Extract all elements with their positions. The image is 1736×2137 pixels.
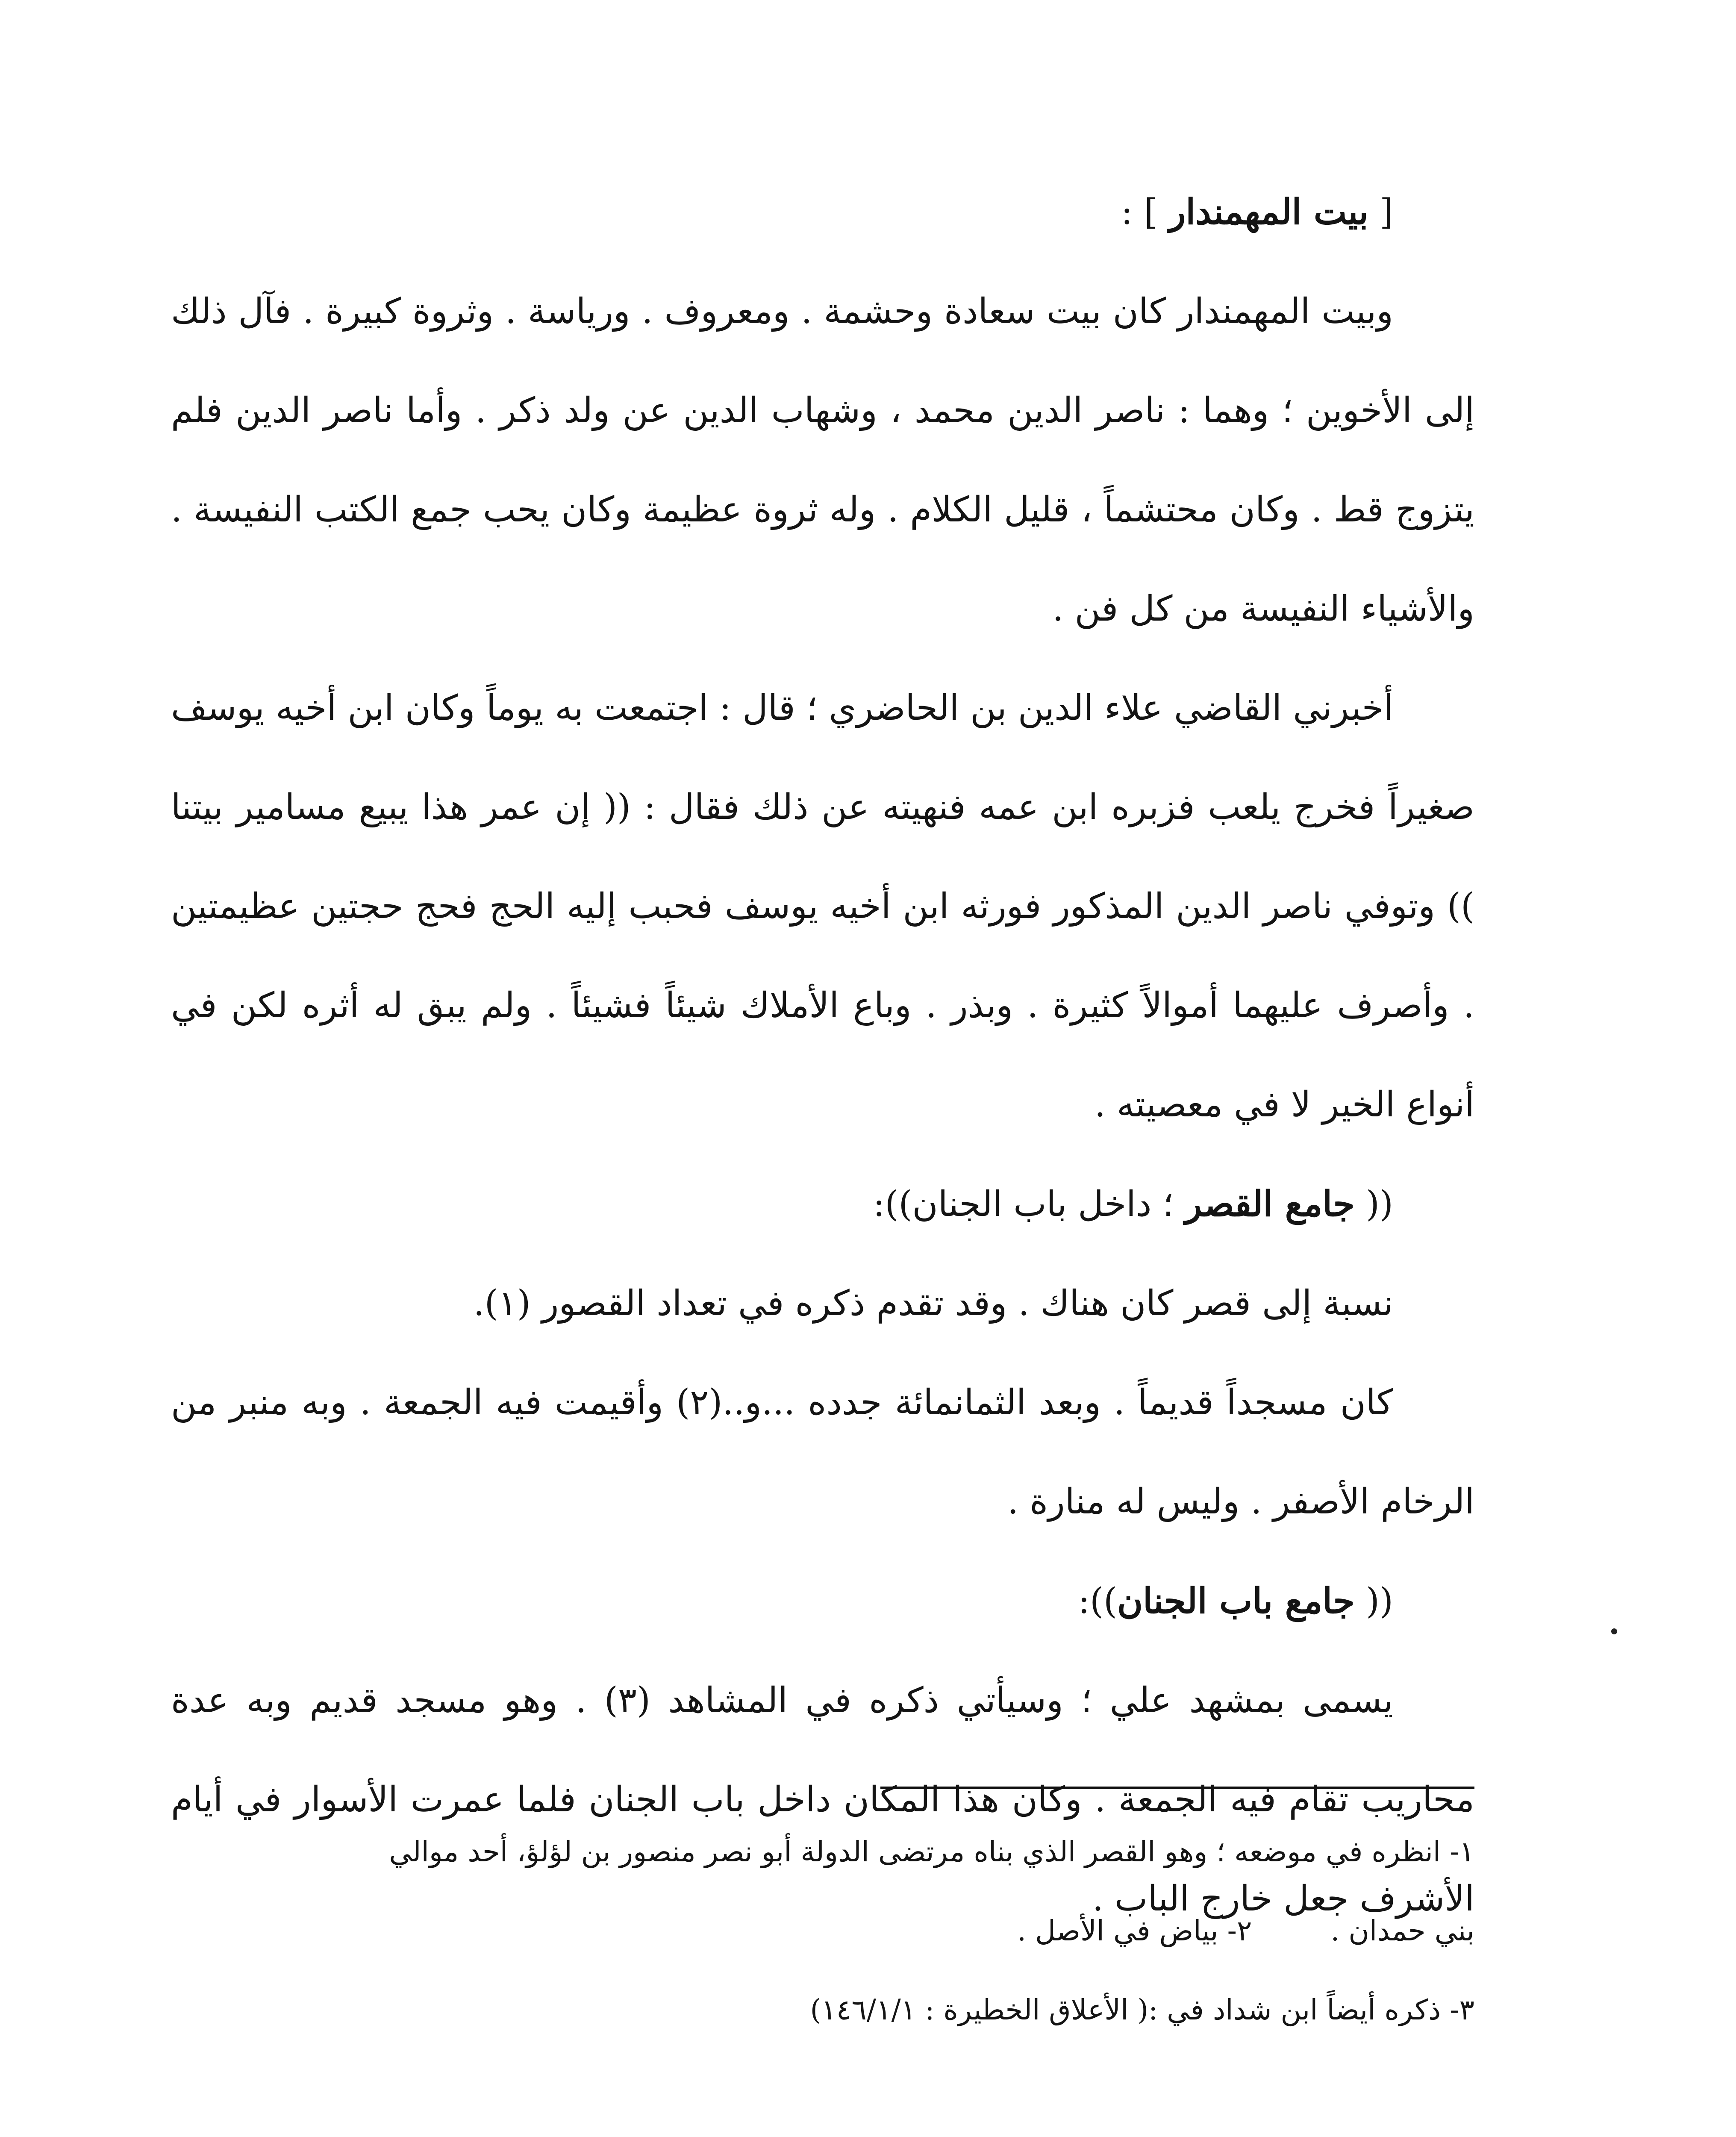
paragraph: أخبرني القاضي علاء الدين بن الحاضري ؛ قال : اجتمعت به يوماً وكان ابن أخيه يوسف صغيراً فخرج يلعب فزبره ابن عمه فنهيته عن ذلك فقال : (( إن عمر هذا يبيع مسامير بيتنا )) وتوفي ناصر الدين المذكور فورثه ابن أخيه يوسف فحبب إليه الحج فحج حجتين عظيمتين . وأصرف عليهما أموالاً كثيرة . وبذر . وباع الأملاك شيئاً فشيئاً . ولم يبق له أثره لكن في أنواع الخير لا في معصيته . [171, 688, 1474, 1125]
paragraph: نسبة إلى قصر كان هناك . وقد تقدم ذكره في تعداد القصور (١). [473, 1283, 1393, 1324]
heading-text: بيت المهمندار [1168, 191, 1368, 233]
section-heading-jami-bab-al-jinan: (( جامع باب الجنان)): [1078, 1581, 1393, 1622]
heading-text: جامع القصر [1185, 1183, 1355, 1225]
footnote-1: ١- انظره في موضعه ؛ وهو القصر الذي بناه مرتضى الدولة أبو نصر منصور بن لؤلؤ، أحد موالي [389, 1835, 1474, 1868]
footnote-divider [880, 1787, 1474, 1789]
main-text [171, 162, 1474, 1949]
section-heading-bayt-al-mihmandar: [ بيت المهمندار ] : [1121, 191, 1393, 233]
paragraph: يسمى بمشهد علي ؛ وسيأتي ذكره في المشاهد (٣) . وهو مسجد قديم وبه عدة محاريب تقام فيه الجمعة . وكان هذا المكان داخل باب الجنان فلما عمرت الأسوار في أيام الأشرف جعل خارج الباب . [171, 1680, 1474, 1919]
paragraph: وبيت المهمندار كان بيت سعادة وحشمة . ومعروف . ورياسة . وثروة كبيرة . فآل ذلك إلى الأخوين ؛ وهما : ناصر الدين محمد ، وشهاب الدين عن ولد ذكر . وأما ناصر الدين فلم يتزوج قط . وكان محتشماً ، قليل الكلام . وله ثروة عظيمة وكان يحب جمع الكتب النفيسة . والأشياء النفيسة من كل فن . [171, 291, 1474, 629]
footnote-row [171, 1891, 1474, 1970]
footnote-1-end: بني حمدان . [1330, 1914, 1474, 1947]
heading-text: جامع باب الجنان [1117, 1581, 1355, 1622]
section-heading-jami-al-qasr: (( جامع القصر ؛ داخل باب الجنان)): [873, 1183, 1393, 1225]
footnotes [171, 1812, 1474, 2049]
margin-dot [1611, 1628, 1617, 1634]
paragraph: كان مسجداً قديماً . وبعد الثمانمائة جدده ...و..(٢) وأقيمت فيه الجمعة . وبه منبر من الرخام الأصفر . وليس له منارة . [171, 1382, 1474, 1522]
footnote-3: ٣- ذكره أيضاً ابن شداد في :( الأعلاق الخطيرة : ١٤٦/١/١) [810, 1993, 1474, 2026]
footnote-2: ٢- بياض في الأصل . [1017, 1914, 1252, 1947]
